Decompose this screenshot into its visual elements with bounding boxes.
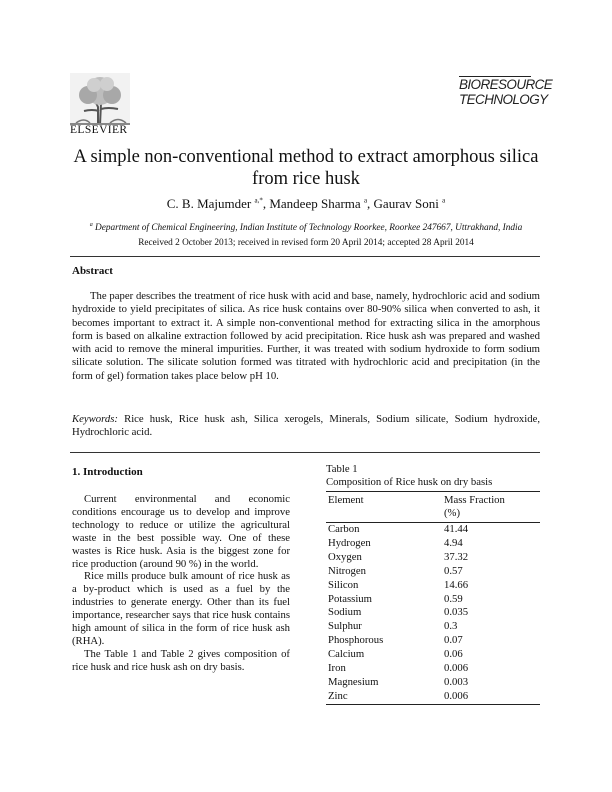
value-cell: 37.32: [444, 550, 469, 563]
value-cell: 0.59: [444, 592, 463, 605]
abstract-divider: [70, 452, 540, 453]
table-row: [326, 579, 540, 593]
table-row: [326, 690, 540, 704]
section-heading: 1. Introduction: [72, 466, 143, 478]
value-cell: 0.3: [444, 620, 458, 633]
element-cell: Hydrogen: [328, 536, 371, 549]
table-1: [326, 463, 540, 705]
element-cell: Iron: [328, 662, 346, 675]
table-caption: Composition of Rice husk on dry basis: [326, 476, 493, 488]
affiliation: [60, 222, 552, 233]
value-cell: 0.06: [444, 648, 463, 661]
value-cell: 0.035: [444, 606, 469, 619]
table-row: [326, 620, 540, 634]
author-name: Mandeep Sharma: [269, 196, 361, 211]
element-cell: Zinc: [328, 689, 348, 702]
value-cell: 0.006: [444, 689, 469, 702]
header-divider: [70, 256, 540, 257]
element-cell: Magnesium: [328, 675, 379, 688]
journal-logo: [459, 76, 553, 127]
table-row: [326, 676, 540, 690]
table-label: Table 1: [326, 463, 358, 475]
article-title: A simple non-conventional method to extract amorphous silica from rice husk: [73, 147, 539, 189]
table-row: [326, 565, 540, 579]
keywords: [72, 413, 540, 439]
affiliation-mark: a: [89, 222, 93, 228]
introduction-body: [72, 493, 290, 674]
element-cell: Potassium: [328, 592, 372, 605]
table-row: [326, 606, 540, 620]
value-cell: 4.94: [444, 536, 463, 549]
column-header-line: Mass Fraction: [444, 494, 505, 506]
value-cell: 14.66: [444, 578, 469, 591]
column-header-mass-fraction: [444, 492, 540, 523]
table-row: [326, 537, 540, 551]
abstract-heading: Abstract: [72, 265, 113, 277]
value-cell: 41.44: [444, 523, 469, 535]
table-row: [326, 551, 540, 565]
author-affiliation-mark: a: [442, 196, 446, 205]
paragraph: The Table 1 and Table 2 gives composition of rice husk and rice husk ash on dry basis.: [72, 647, 290, 673]
paragraph: Current environmental and economic conditions encourage us to develop and improve technology to reduce or utilize the agricultural waste in the best possible way. One of these wastes is Rice husk. Asia is the biggest zone for rice production (around 90 %) in the world.: [72, 493, 290, 570]
affiliation-text: Department of Chemical Engineering, Indian Institute of Technology Roorkee, Roorkee 247667, Uttrakhand, India: [95, 223, 523, 234]
journal-logo-line1: BIORESOURCE: [459, 77, 553, 92]
value-cell: 0.006: [444, 662, 469, 675]
element-cell: Nitrogen: [328, 564, 366, 577]
value-cell: 0.07: [444, 634, 463, 647]
table-header-row: [326, 492, 540, 523]
table-row: [326, 523, 540, 537]
journal-logo-line2: TECHNOLOGY: [459, 92, 548, 107]
value-cell: 0.003: [444, 675, 469, 688]
element-cell: Calcium: [328, 648, 365, 661]
table-row: [326, 593, 540, 607]
table-row: [326, 662, 540, 676]
column-header-line: (%): [444, 507, 461, 519]
abstract-body: The paper describes the treatment of rice husk with acid and base, namely, hydrochloric acid and sodium hydroxide to yield precipitates of silica. As rice husk contains over 80-90% silica when converted to ash, it becomes important to extract it. A simple non-conventional method for extracting silica in the amorphous form is based on alkaline extraction followed by acid precipitation. Rice husk ash was prepared and washed with acid to remove the mineral impurities. Further, it was treated with sodium hydroxide to form sodium silicate solution. The silicate solution formed was titrated with hydrochloric acid and precipitation (in the form of gel) formation takes place below pH 10.: [72, 290, 540, 382]
element-cell: Silicon: [328, 578, 359, 591]
table-row: [326, 634, 540, 648]
element-cell: Sulphur: [328, 620, 362, 633]
element-cell: Sodium: [328, 606, 362, 619]
keywords-text: Rice husk, Rice husk ash, Silica xerogels, Minerals, Sodium silicate, Sodium hydroxide, Hydrochloric acid.: [72, 413, 541, 438]
column-header-element: Element: [326, 492, 444, 523]
element-cell: Oxygen: [328, 550, 362, 563]
table-row: [326, 648, 540, 662]
author-name: Gaurav Soni: [373, 196, 439, 211]
author-name: C. B. Majumder: [166, 196, 252, 211]
author-list: C. B. Majumder $^{a,*}$, Mandeep Sharma $^a$, Gaurav Soni $^a$: [166, 196, 446, 211]
received-dates: Received 2 October 2013; received in revised form 20 April 2014; accepted 28 April 2014: [138, 238, 474, 248]
paragraph: Rice mills produce bulk amount of rice husk as a by-product which is used as a fuel by the industries to generate energy. Other than its fuel importance, researcher says that rice husk contains high amount of silica in the form of rice husk ash (RHA).: [72, 570, 290, 647]
keywords-label: Keywords:: [72, 413, 118, 425]
author-affiliation-mark: a,*: [254, 196, 263, 205]
composition-table: [326, 491, 540, 705]
value-cell: 0.57: [444, 564, 463, 577]
author-affiliation-mark: a: [363, 196, 368, 205]
element-cell: Carbon: [328, 523, 360, 535]
element-cell: Phosphorous: [328, 634, 384, 647]
publisher-name: ELSEVIER: [70, 124, 128, 136]
